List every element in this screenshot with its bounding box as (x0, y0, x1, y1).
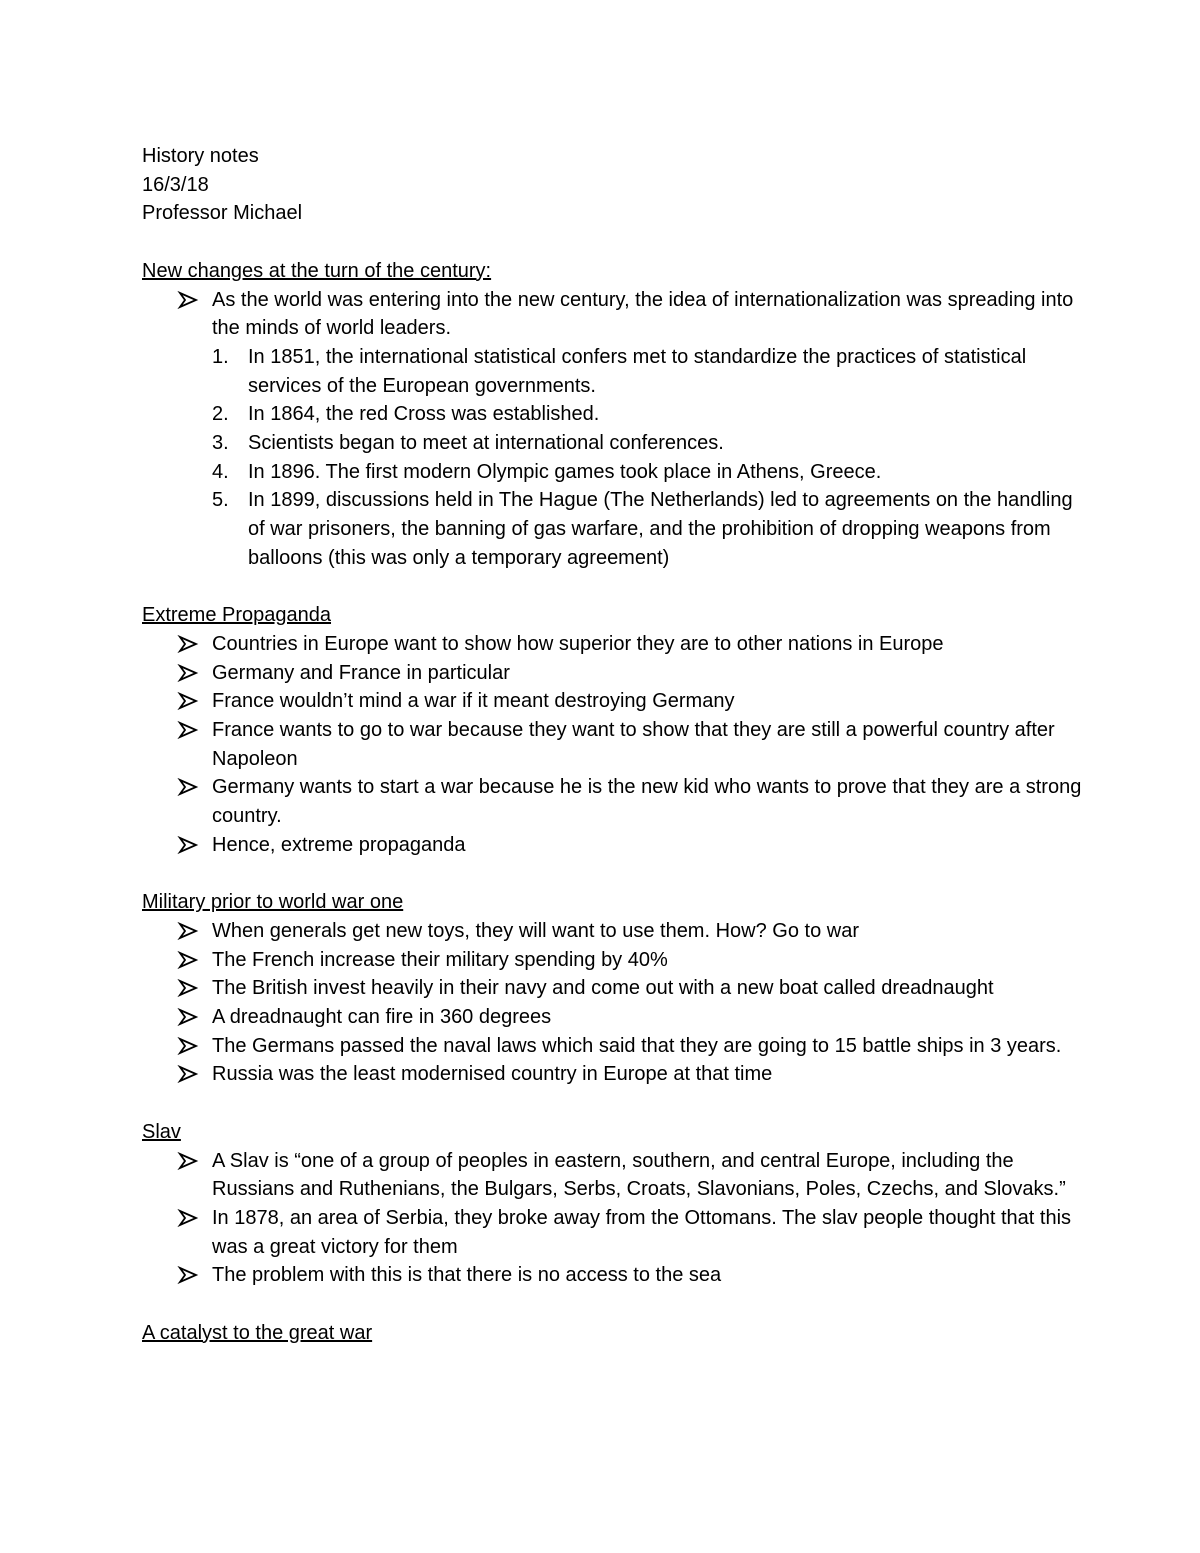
bullet-item (142, 974, 1082, 1003)
bullet-text: A Slav is “one of a group of peoples in eastern, southern, and central Europe, including the Russians and Ruthenians, the Bulgars, Serbs, Croats, Slavonians, Poles, Czechs, and Slovaks.” (212, 1149, 1066, 1201)
bullet-item (142, 1060, 1082, 1089)
arrow-bullet-icon (177, 1147, 199, 1175)
numbered-text: In 1899, discussions held in The Hague (The Netherlands) led to agreements on the handling of war prisoners, the banning of gas warfare, and the prohibition of dropping weapons from balloons (this was only a temporary agreement) (248, 489, 1073, 569)
arrow-bullet-icon (177, 831, 199, 859)
numbered-label: 2. (212, 403, 229, 426)
section-heading-extreme-propaganda: Extreme Propaganda (142, 604, 332, 627)
document-professor: Professor Michael (142, 202, 303, 225)
arrow-bullet-icon (177, 659, 199, 687)
numbered-item (142, 400, 1082, 429)
bullet-list (142, 630, 1082, 860)
arrow-bullet-icon (177, 687, 199, 715)
bullet-list (142, 1147, 1082, 1291)
bullet-item (142, 773, 1082, 830)
bullet-item (142, 716, 1082, 773)
bullet-item (142, 1204, 1082, 1261)
bullet-item (142, 659, 1082, 688)
bullet-list (142, 917, 1082, 1089)
bullet-text: As the world was entering into the new century, the idea of internationalization was spreading into the minds of world leaders. (212, 288, 1074, 340)
bullet-text: France wants to go to war because they want to show that they are still a powerful country after Napoleon (212, 719, 1055, 770)
numbered-text: In 1896. The first modern Olympic games took place in Athens, Greece. (248, 460, 882, 483)
numbered-label: 1. (212, 345, 229, 368)
bullet-list (142, 286, 1082, 343)
blank-line (142, 860, 1082, 889)
numbered-item (142, 486, 1082, 572)
bullet-item (142, 286, 1082, 343)
numbered-text: Scientists began to meet at international conferences. (248, 432, 724, 455)
arrow-bullet-icon (177, 1003, 199, 1031)
bullet-item (142, 1261, 1082, 1290)
numbered-text: In 1851, the international statistical confers met to standardize the practices of statistical services of the European governments. (248, 345, 1027, 397)
numbered-label: 5. (212, 489, 229, 512)
numbered-list (142, 343, 1082, 573)
arrow-bullet-icon (177, 773, 199, 801)
blank-line (142, 1290, 1082, 1319)
section-heading-new-changes: New changes at the turn of the century: (142, 259, 492, 282)
bullet-item (142, 946, 1082, 975)
numbered-label: 4. (212, 460, 229, 483)
section-heading-slav: Slav (142, 1120, 181, 1143)
section-heading-military: Military prior to world war one (142, 891, 404, 914)
bullet-item (142, 1003, 1082, 1032)
arrow-bullet-icon (177, 716, 199, 744)
blank-line (142, 1089, 1082, 1118)
bullet-text: The problem with this is that there is no access to the sea (212, 1264, 722, 1287)
bullet-item (142, 917, 1082, 946)
bullet-text: France wouldn’t mind a war if it meant destroying Germany (212, 690, 735, 713)
arrow-bullet-icon (177, 630, 199, 658)
bullet-text: The Germans passed the naval laws which said that they are going to 15 battle ships in 3 years. (212, 1034, 1062, 1057)
bullet-text: Russia was the least modernised country in Europe at that time (212, 1063, 773, 1086)
arrow-bullet-icon (177, 1261, 199, 1289)
blank-line (142, 228, 1082, 257)
bullet-text: The British invest heavily in their navy and come out with a new boat called dreadnaught (212, 977, 994, 1000)
numbered-label: 3. (212, 432, 229, 455)
numbered-item (142, 429, 1082, 458)
document-date: 16/3/18 (142, 173, 209, 196)
document-title: History notes (142, 145, 259, 167)
bullet-text: A dreadnaught can fire in 360 degrees (212, 1006, 552, 1029)
bullet-text: Germany and France in particular (212, 661, 510, 684)
bullet-text: In 1878, an area of Serbia, they broke away from the Ottomans. The slav people thought that this was a great victory for them (212, 1206, 1072, 1258)
numbered-text: In 1864, the red Cross was established. (248, 403, 600, 426)
bullet-item (142, 1147, 1082, 1204)
section-heading-catalyst: A catalyst to the great war (142, 1321, 373, 1344)
arrow-bullet-icon (177, 1032, 199, 1060)
bullet-text: The French increase their military spending by 40% (212, 948, 668, 971)
bullet-item (142, 831, 1082, 860)
numbered-item (142, 458, 1082, 487)
arrow-bullet-icon (177, 917, 199, 945)
blank-line (142, 573, 1082, 602)
numbered-item (142, 343, 1082, 400)
document-body (142, 142, 1082, 1347)
arrow-bullet-icon (177, 946, 199, 974)
bullet-item (142, 630, 1082, 659)
arrow-bullet-icon (177, 1060, 199, 1088)
bullet-text: When generals get new toys, they will want to use them. How? Go to war (212, 919, 859, 942)
bullet-text: Countries in Europe want to show how superior they are to other nations in Europe (212, 632, 944, 655)
bullet-item (142, 687, 1082, 716)
bullet-item (142, 1032, 1082, 1061)
arrow-bullet-icon (177, 286, 199, 314)
bullet-text: Germany wants to start a war because he is the new kid who wants to prove that they are a strong country. (212, 776, 1082, 828)
bullet-text: Hence, extreme propaganda (212, 833, 466, 856)
arrow-bullet-icon (177, 974, 199, 1002)
arrow-bullet-icon (177, 1204, 199, 1232)
